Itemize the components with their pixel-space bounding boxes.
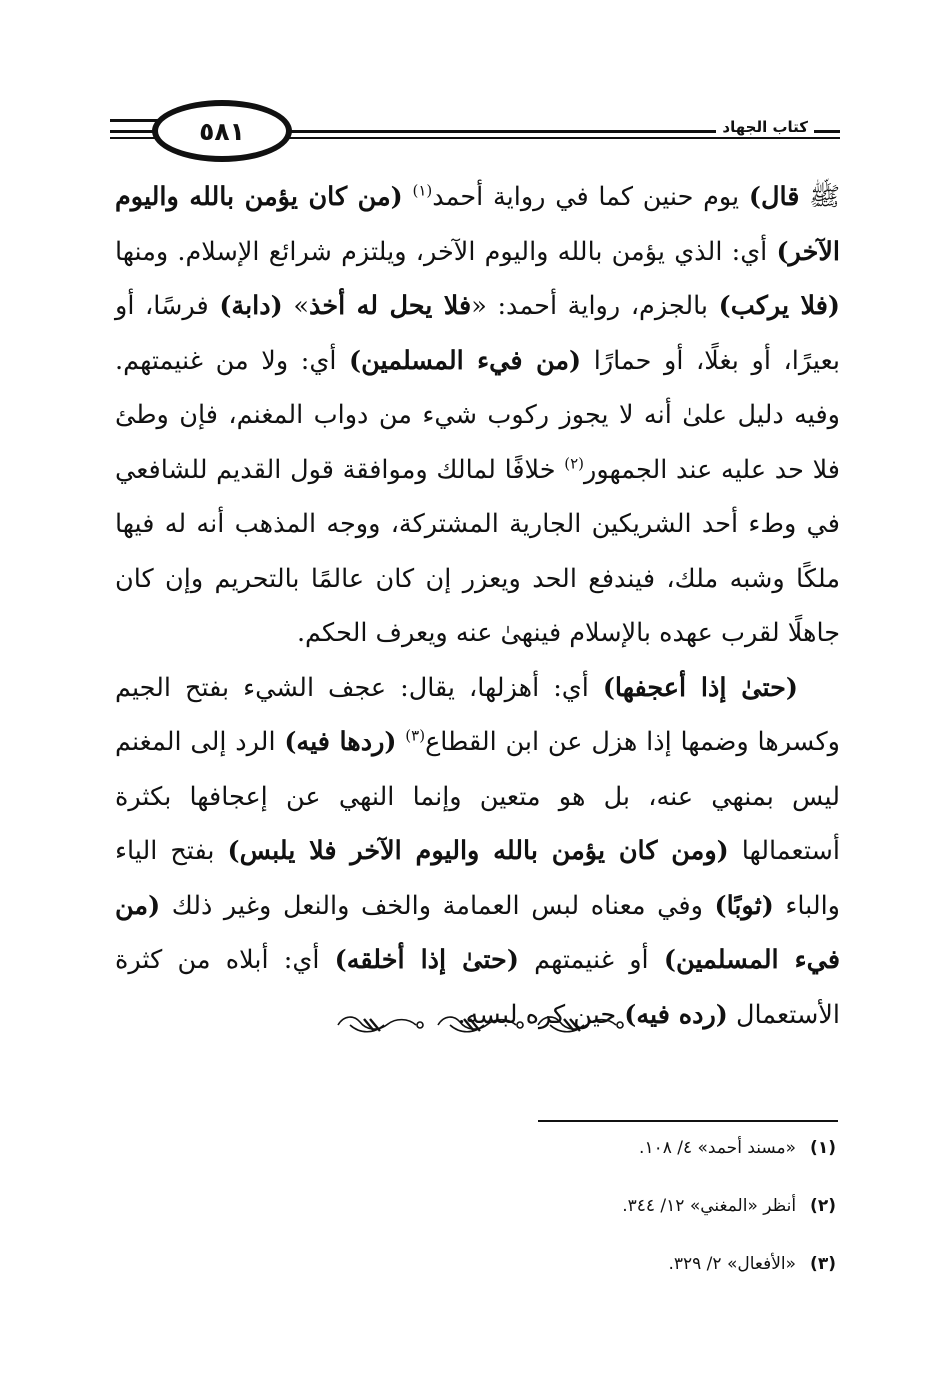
bold-text: (ومن كان يؤمن بالله واليوم الآخر فلا يلبس) (227, 836, 729, 866)
bold-text: فلا يحل له أخذ (308, 291, 472, 321)
footnote-text: أنظر «المغني» ١٢/ ٣٤٤. (622, 1196, 797, 1216)
footnote-ref-3[interactable]: (٣) (405, 726, 426, 745)
text-span: ﷺ (799, 182, 840, 212)
bold-text: (من فيء المسلمين) (115, 890, 841, 975)
bold-text: (ردها فيه) (284, 727, 397, 757)
paragraph-2 (115, 661, 840, 1043)
footnote-ref-2[interactable]: (٢) (564, 454, 585, 472)
footnote-ref-1[interactable]: (١) (412, 181, 433, 200)
text-span: فرسًا، أو بعيرًا، أو بغلًا، أو حمارًا (115, 291, 841, 376)
text-span: أو غنيمتهم (518, 945, 664, 975)
text-span: أي: أهزلها، يقال: عجف الشيء بفتح الجيم وكسرها وضمها إذا هزل عن ابن القطاع (115, 672, 840, 757)
page-number: ٥٨١ (152, 100, 292, 162)
footnote-number: (١) (810, 1138, 836, 1158)
footnote-text: «الأفعال» ٢/ ٣٢٩. (668, 1254, 797, 1274)
page-header (110, 92, 840, 172)
text-span: » (282, 291, 309, 321)
footnote-separator (538, 1120, 838, 1122)
footnote-2 (316, 1188, 836, 1246)
bold-text: (دابة) (219, 291, 283, 321)
footnote-1 (316, 1130, 836, 1188)
text-span: أي: الذي يؤمن بالله واليوم الآخر، ويلتزم شرائع الإسلام. ومنها (115, 236, 777, 267)
text-span: أي: ولا من غنيمتهم. وفيه دليل علىٰ أنه لا يجوز ركوب شيء من دواب المغنم، فإن وطئ فلا حد عليه عند الجمهور (115, 345, 840, 485)
text-span: خلافًا لمالك وموافقة قول القديم للشافعي في وطء أحد الشريكين الجارية المشتركة، ووجه المذهب أنه له فيها ملكًا وشبه ملك، فيندفع الحد ويعزر إن كان عالمًا بالتحريم وإن كان جاهلًا لقرب عهده بالإسلام فينهىٰ عنه ويعرف الحكم. (115, 454, 840, 648)
text-span: أي: أبلاه من كثرة الأستعمال (115, 945, 840, 1030)
footnote-3 (316, 1246, 836, 1304)
bold-text: (ثوبًا) (714, 890, 774, 921)
bold-text: قال) (748, 182, 800, 212)
running-title: كتاب الجهاد (716, 118, 814, 136)
text-span: بفتح الياء والباء (115, 836, 840, 921)
footnote-number: (٣) (810, 1254, 836, 1274)
section-ornament (330, 1010, 630, 1040)
text-span (396, 727, 405, 757)
text-span: الرد إلى المغنم ليس بمنهي عنه، بل هو متعين وإنما النهي عن إعجافها بكثرة أستعمالها (115, 727, 840, 866)
bold-text: (حتىٰ إذا أخلقه) (334, 945, 519, 975)
bold-text: (من فيء المسلمين) (349, 345, 582, 376)
footnote-text: «مسند أحمد» ٤/ ١٠٨. (639, 1138, 797, 1158)
text-span: وفي معناه لبس العمامة والخف والنعل وغير ذلك (160, 890, 715, 921)
text-span: حين كره لبسه. (457, 999, 625, 1030)
footnote-number: (٢) (810, 1196, 836, 1216)
text-span: يوم حنين كما في رواية أحمد (432, 182, 749, 212)
bold-text: (من كان يؤمن بالله واليوم الآخر) (115, 182, 840, 267)
footnotes (316, 1130, 836, 1304)
bold-text: (رده فيه) (624, 999, 728, 1030)
main-text (115, 170, 840, 1042)
text-span: بالجزم، رواية أحمد: « (471, 291, 719, 321)
bold-text: (حتىٰ إذا أعجفها) (602, 672, 798, 703)
header-rule-left (110, 119, 158, 122)
bold-text: (فلا يركب) (718, 291, 840, 321)
paragraph-1 (115, 170, 840, 661)
